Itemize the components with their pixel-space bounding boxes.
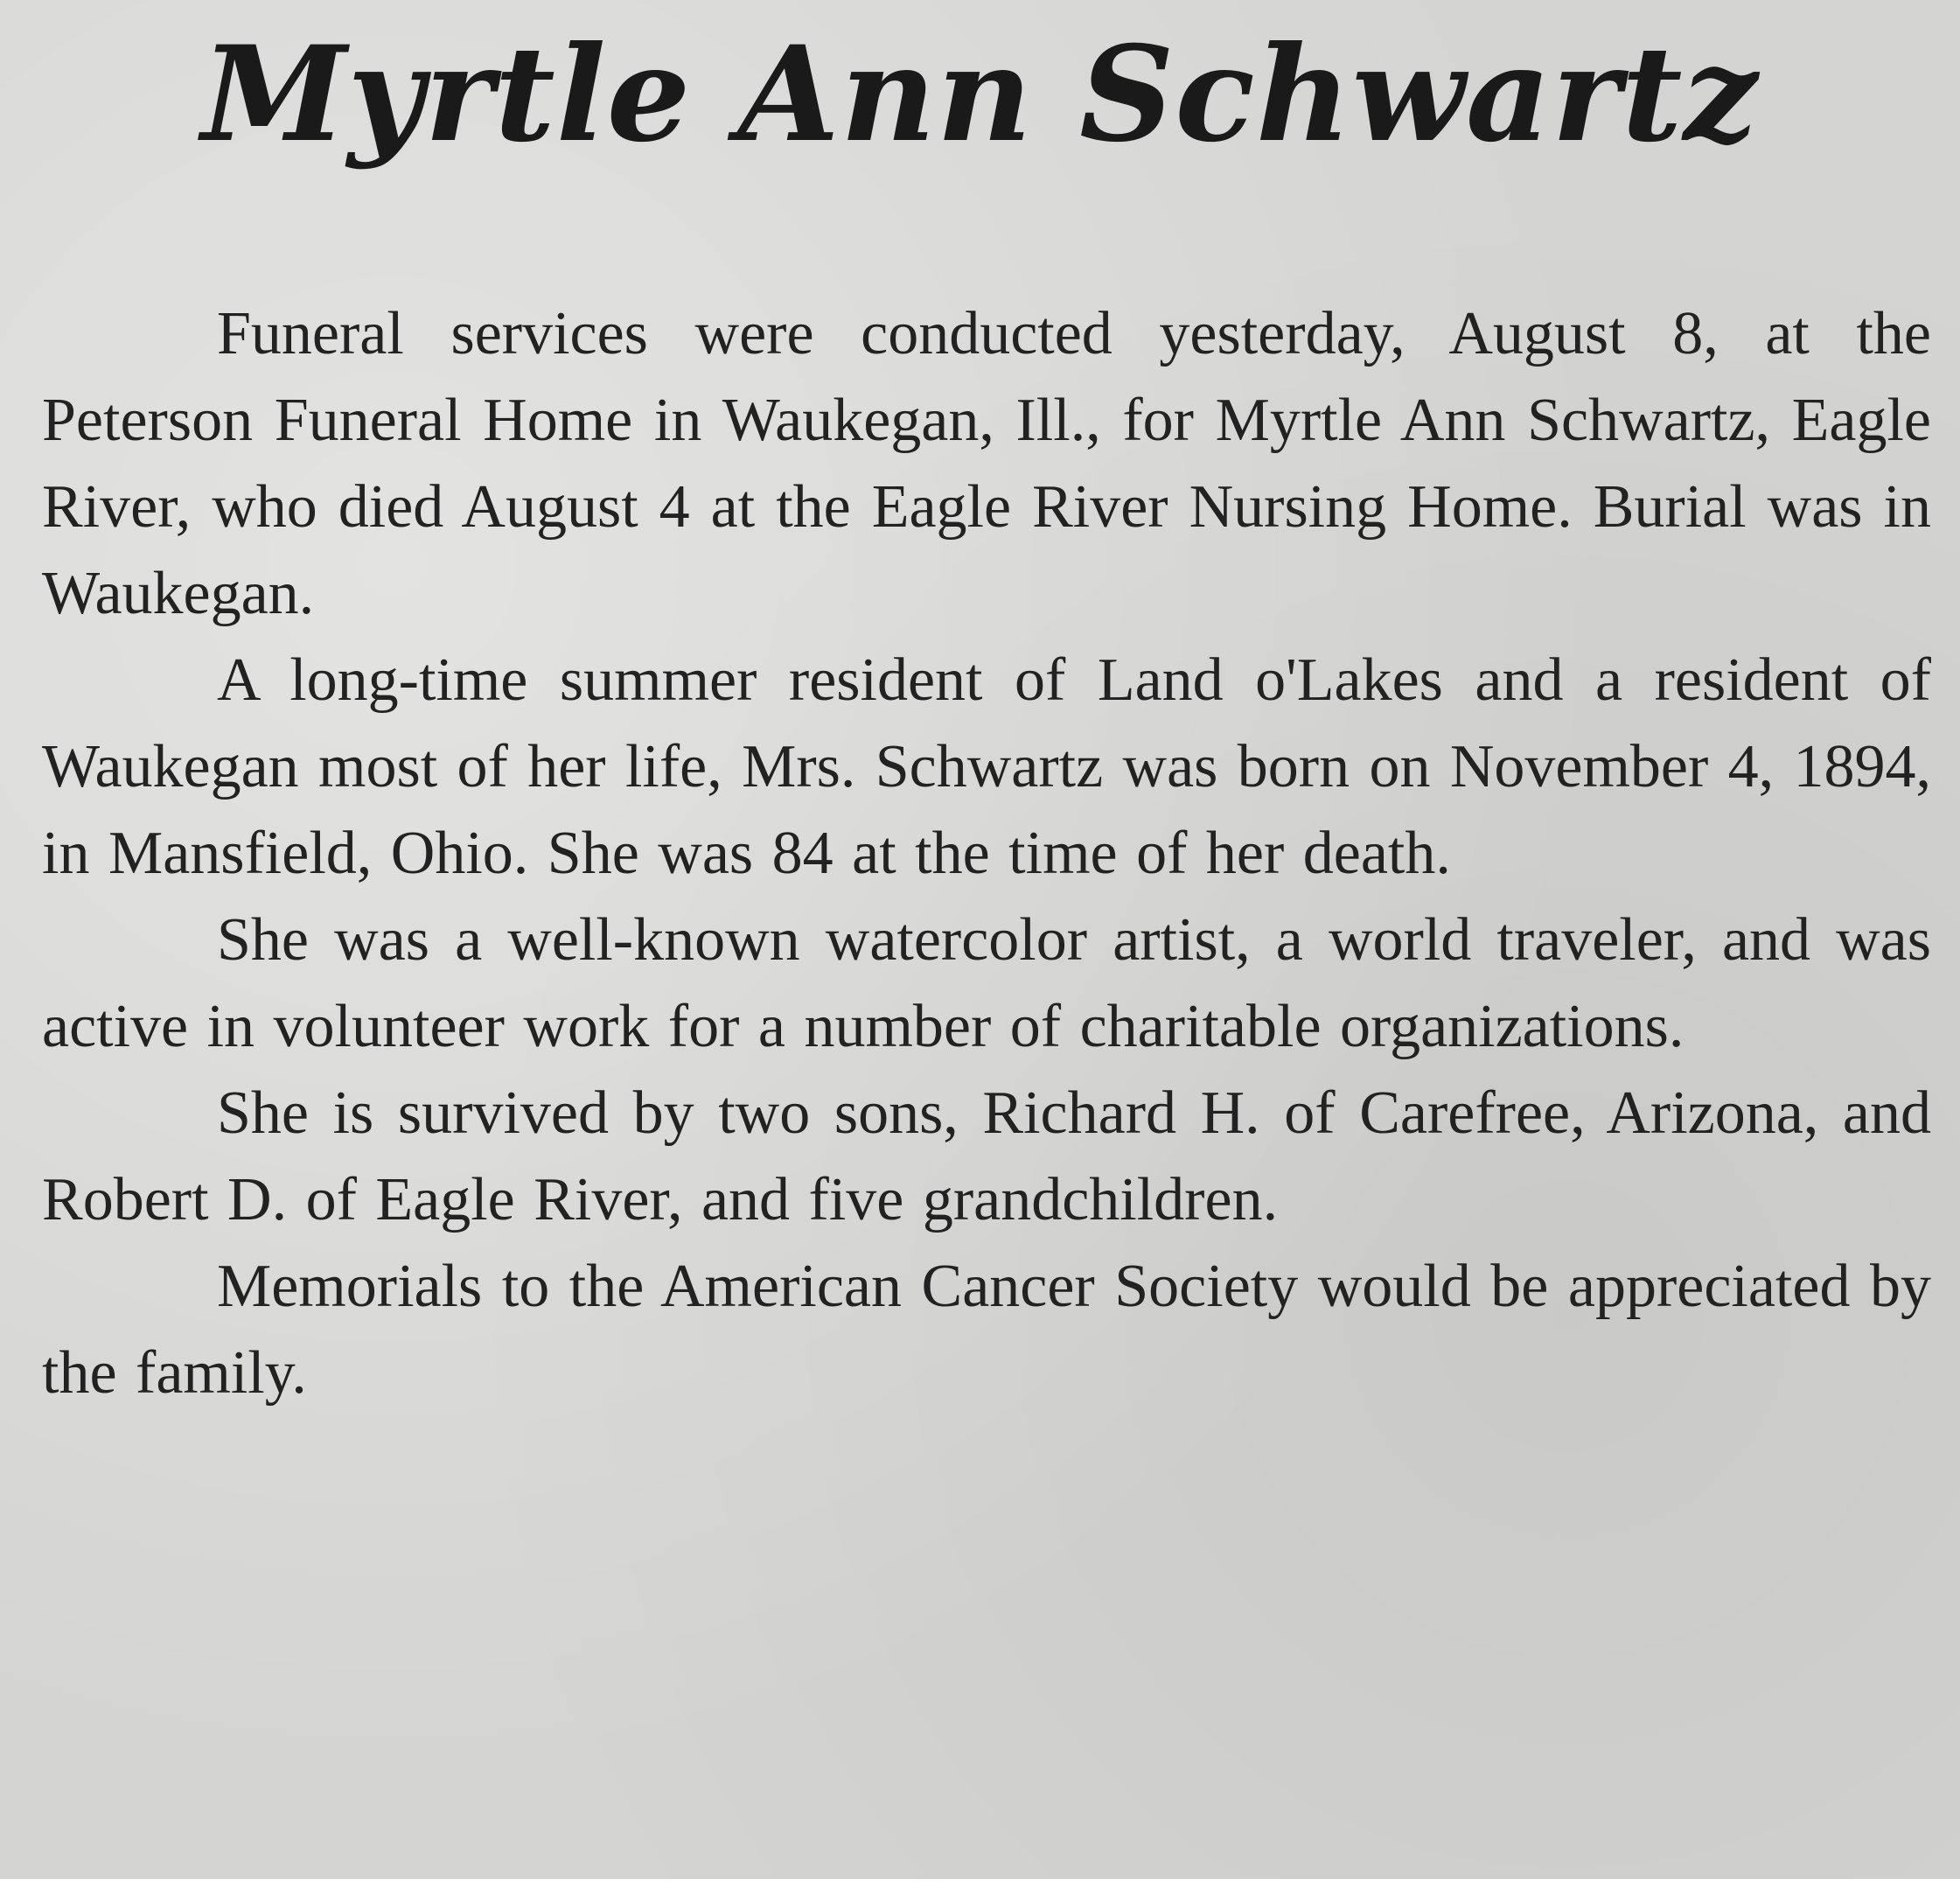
paragraph-memorials: Memorials to the American Cancer Society would be appreciated by the family. bbox=[42, 1253, 1931, 1407]
paragraph-funeral-services: Funeral services were conducted yesterday, August 8, at the Peterson Funeral Home in Waukegan, Ill., for Myrtle Ann Schwartz, Eagle River, who died August 4 at the Eagle River Nursing Home. Burial was in Waukegan. bbox=[42, 300, 1931, 627]
paragraph-activities: She was a well-known watercolor artist, a world traveler, and was active in volunteer work for a number of charitable organizations. bbox=[42, 906, 1931, 1060]
paragraph-biography: A long-time summer resident of Land o'Lakes and a resident of Waukegan most of her life, Mrs. Schwartz was born on November 4, 1894, in Mansfield, Ohio. She was 84 at the time of her death. bbox=[42, 646, 1931, 887]
paragraph-survivors: She is survived by two sons, Richard H. of Carefree, Arizona, and Robert D. of Eagle River, and five grandchildren. bbox=[42, 1079, 1931, 1233]
obituary-body bbox=[42, 290, 1931, 1416]
obituary-headline: Myrtle Ann Schwartz bbox=[201, 17, 1759, 171]
